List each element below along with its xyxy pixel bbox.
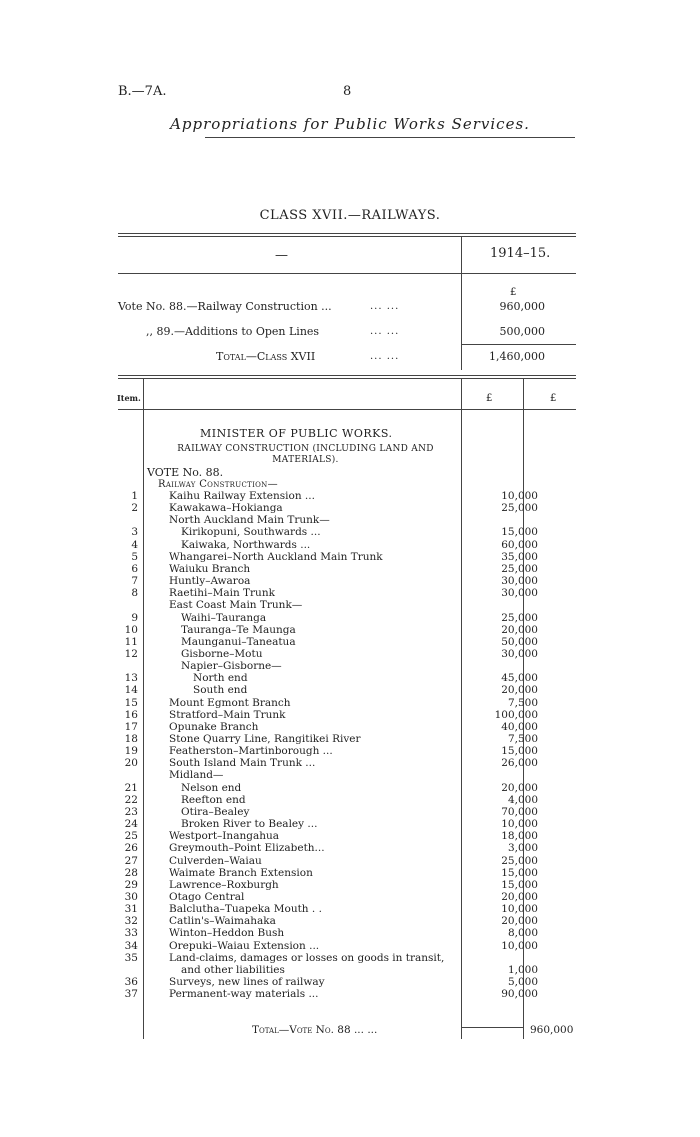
item-description: Raetihi–Main Trunk (169, 587, 275, 600)
item-description: Land-claims, damages or losses on goods in transit, (169, 951, 445, 964)
vote-heading: VOTE No. 88. (147, 466, 224, 479)
item-amount: 50,000 (501, 635, 538, 648)
subtotal-rule (461, 1027, 523, 1028)
item-description: Gisborne–Motu (181, 647, 263, 660)
table-row (118, 890, 538, 903)
table-row (118, 599, 428, 611)
table-row (118, 854, 538, 867)
table-row (118, 745, 538, 758)
item-number: 37 (124, 988, 138, 1001)
item-number: 19 (124, 745, 138, 758)
table-row (118, 575, 538, 588)
item-number: 21 (124, 781, 138, 794)
item-number: 27 (124, 854, 138, 867)
minister-heading: MINISTER OF PUBLIC WORKS. (200, 427, 393, 440)
item-number: 15 (124, 696, 138, 709)
title-rule (205, 137, 575, 138)
item-description: North end (193, 672, 248, 685)
item-amount: 5,000 (507, 976, 538, 988)
item-description: South end (193, 684, 248, 697)
item-amount: 10,000 (501, 903, 538, 916)
item-number: 23 (124, 805, 138, 818)
item-description: Orepuki–Waiau Extension ... (169, 939, 320, 952)
section-heading: Railway Construction— (158, 479, 278, 490)
item-amount: 25,000 (501, 611, 538, 624)
item-number: 32 (124, 915, 138, 928)
table-row (118, 951, 445, 964)
item-amount: 45,000 (501, 672, 538, 685)
item-amount: 15,000 (501, 745, 538, 758)
item-number: 4 (131, 538, 138, 551)
item-number: 31 (124, 903, 138, 916)
table-row (118, 988, 538, 1001)
summary-row-label: ,, 89.—Additions to Open Lines (146, 325, 320, 338)
item-description: Lawrence–Roxburgh (169, 878, 279, 891)
table-row (118, 611, 538, 624)
item-amount: 30,000 (501, 575, 538, 588)
vote-total-value: 960,000 (530, 1024, 574, 1036)
item-amount: 20,000 (501, 890, 538, 903)
item-number: 26 (124, 842, 138, 855)
table-row (118, 805, 538, 818)
document-reference: B.—7A. (118, 84, 167, 99)
item-amount: 15,000 (501, 526, 538, 539)
item-description: North Auckland Main Trunk— (169, 514, 330, 527)
table-row (118, 830, 538, 843)
table-row (118, 976, 538, 988)
item-number: 8 (131, 587, 138, 600)
item-amount: 7,500 (507, 696, 538, 709)
class-title: CLASS XVII.—RAILWAYS. (259, 208, 441, 223)
item-amount: 35,000 (501, 550, 538, 563)
item-amount: 15,000 (501, 866, 538, 879)
item-number: 30 (124, 890, 138, 903)
vote-total-label: Total—Vote No. 88 ... ... (252, 1024, 378, 1036)
item-description: Westport–Inangahua (169, 830, 279, 843)
item-number: 20 (124, 757, 138, 770)
item-amount: 40,000 (501, 720, 538, 733)
item-number: 24 (124, 818, 138, 831)
table-row (118, 672, 538, 685)
item-description: Waihi–Tauranga (181, 611, 267, 624)
item-description: Napier–Gisborne— (181, 660, 282, 673)
item-description: Nelson end (181, 781, 242, 794)
table-row (118, 647, 538, 660)
table-row (118, 696, 538, 709)
item-description: Permanent-way materials ... (169, 988, 319, 1001)
item-number: 22 (124, 793, 138, 806)
item-number: 10 (124, 623, 138, 636)
item-description: South Island Main Trunk ... (169, 757, 316, 770)
item-description: Kawakawa–Hokianga (169, 502, 283, 515)
item-amount: 10,000 (501, 490, 538, 502)
item-amount: 18,000 (501, 830, 538, 843)
item-description: Otago Central (169, 890, 245, 903)
item-description: Tauranga–Te Maunga (181, 623, 296, 636)
summary-year: 1914–15. (490, 246, 551, 261)
summary-total-label: Total—Class XVII (216, 350, 316, 363)
item-description: Huntly–Awaroa (169, 575, 251, 588)
item-amount: 25,000 (501, 854, 538, 867)
summary-row-label: Vote No. 88.—Railway Construction ... (118, 300, 332, 313)
item-description: Midland— (169, 769, 224, 782)
item-amount: 25,000 (501, 562, 538, 575)
item-amount: 20,000 (501, 781, 538, 794)
item-description: Whangarei–North Auckland Main Trunk (169, 550, 383, 563)
item-description: Kaihu Railway Extension ... (169, 490, 315, 502)
item-number: 5 (131, 550, 138, 563)
item-number: 18 (124, 733, 138, 745)
item-description: Winton–Heddon Bush (169, 927, 285, 940)
item-number: 25 (124, 830, 138, 843)
table-row (118, 623, 538, 636)
item-amount: 3,000 (507, 842, 538, 855)
item-amount: 15,000 (501, 878, 538, 891)
table-row (118, 963, 538, 976)
item-number: 29 (124, 878, 138, 891)
table-row (118, 550, 538, 563)
item-number: 6 (131, 562, 138, 575)
item-description: Waiuku Branch (169, 562, 251, 575)
table-row (118, 878, 538, 891)
item-description: Mount Egmont Branch (169, 696, 291, 709)
item-amount: 100,000 (494, 708, 538, 721)
item-number: 11 (124, 635, 138, 648)
item-description: Opunake Branch (169, 720, 259, 733)
table-row (118, 587, 538, 600)
item-number: 14 (124, 684, 138, 697)
item-amount: 30,000 (501, 647, 538, 660)
item-description: Kaiwaka, Northwards ... (181, 538, 311, 551)
item-description: Maunganui–Taneatua (181, 635, 296, 648)
table-row (118, 769, 428, 781)
item-description: Culverden–Waiau (169, 854, 262, 867)
item-description: Balclutha–Tuapeka Mouth . . (169, 903, 322, 916)
item-number: 17 (124, 720, 138, 733)
table-row (118, 502, 538, 515)
summary-top-rule-2 (118, 236, 576, 237)
item-number: 7 (131, 575, 138, 588)
summary-row-dots: ... ... (370, 301, 400, 312)
table-row (118, 866, 538, 879)
item-amount: 1,000 (507, 963, 538, 976)
table-row (118, 660, 428, 672)
item-number: 13 (124, 672, 138, 685)
item-amount: 70,000 (501, 805, 538, 818)
item-description: East Coast Main Trunk— (169, 599, 303, 612)
table-row (118, 490, 538, 502)
item-number: 33 (124, 927, 138, 940)
summary-row-dots: ... ... (370, 326, 400, 337)
item-amount: 10,000 (501, 939, 538, 952)
item-number: 2 (131, 502, 138, 515)
table-row (118, 514, 428, 526)
item-amount: 7,500 (507, 733, 538, 745)
item-description: Stone Quarry Line, Rangitikei River (169, 733, 361, 745)
item-description: and other liabilities (181, 963, 285, 976)
railway-construction-subheading: RAILWAY CONSTRUCTION (INCLUDING LAND AND MATERIALS). (177, 444, 434, 465)
item-number: 12 (124, 647, 138, 660)
item-amount: 90,000 (501, 988, 538, 1001)
table-row (118, 684, 538, 697)
summary-top-rule (118, 233, 576, 234)
table-row (118, 733, 538, 745)
item-description: Surveys, new lines of railway (169, 976, 325, 988)
item-amount: 60,000 (501, 538, 538, 551)
item-number: 16 (124, 708, 138, 721)
item-description: Otira–Bealey (181, 805, 250, 818)
table-row (118, 842, 538, 855)
item-amount: 25,000 (501, 502, 538, 515)
item-column-header: Item. (117, 393, 141, 403)
table-row (118, 818, 538, 831)
summary-row-value: 960,000 (499, 300, 545, 313)
item-amount: 20,000 (501, 684, 538, 697)
item-number: 28 (124, 866, 138, 879)
summary-row-value: 500,000 (499, 325, 545, 338)
item-amount: 4,000 (507, 793, 538, 806)
summary-currency: £ (510, 287, 517, 298)
table-row (118, 720, 538, 733)
item-number: 1 (131, 490, 138, 502)
table-row (118, 793, 538, 806)
item-number: 3 (131, 526, 138, 539)
table-row (118, 927, 538, 940)
item-description: Waimate Branch Extension (169, 866, 313, 879)
item-number: 36 (124, 976, 138, 988)
item-description: Reefton end (181, 793, 246, 806)
item-amount: 8,000 (507, 927, 538, 940)
item-amount: 10,000 (501, 818, 538, 831)
item-amount: 20,000 (501, 915, 538, 928)
item-description: Featherston–Martinborough ... (169, 745, 333, 758)
item-number: 34 (124, 939, 138, 952)
page-number: 8 (343, 84, 352, 99)
table-row (118, 903, 538, 916)
item-amount: 30,000 (501, 587, 538, 600)
table-row (118, 915, 538, 928)
table-row (118, 708, 538, 721)
table-row (118, 635, 538, 648)
item-amount: 26,000 (501, 757, 538, 770)
table-row (118, 757, 538, 770)
detail-top-rule-2 (118, 378, 576, 379)
item-number: 9 (131, 611, 138, 624)
total-column-currency: £ (550, 393, 557, 404)
detail-top-rule (118, 375, 576, 376)
table-row (118, 526, 538, 539)
item-description: Broken River to Bealey ... (181, 818, 318, 831)
item-number: 35 (124, 951, 138, 964)
table-row (118, 939, 538, 952)
table-row (118, 781, 538, 794)
page-title: Appropriations for Public Works Services. (170, 115, 530, 133)
summary-row-dots: ... ... (370, 351, 400, 362)
table-row (118, 538, 538, 551)
table-row (118, 562, 538, 575)
amount-column-currency: £ (486, 393, 493, 404)
summary-heading-dash: — (275, 248, 288, 263)
summary-header-rule (118, 273, 576, 274)
item-description: Stratford–Main Trunk (169, 708, 286, 721)
amount-column-rule (461, 379, 462, 1039)
summary-total-value: 1,460,000 (489, 350, 545, 363)
item-description: Catlin's–Waimahaka (169, 915, 276, 928)
item-amount: 20,000 (501, 623, 538, 636)
detail-header-rule (118, 409, 576, 410)
item-description: Greymouth–Point Elizabeth... (169, 842, 325, 855)
item-description: Kirikopuni, Southwards ... (181, 526, 321, 539)
summary-total-rule (462, 344, 576, 345)
